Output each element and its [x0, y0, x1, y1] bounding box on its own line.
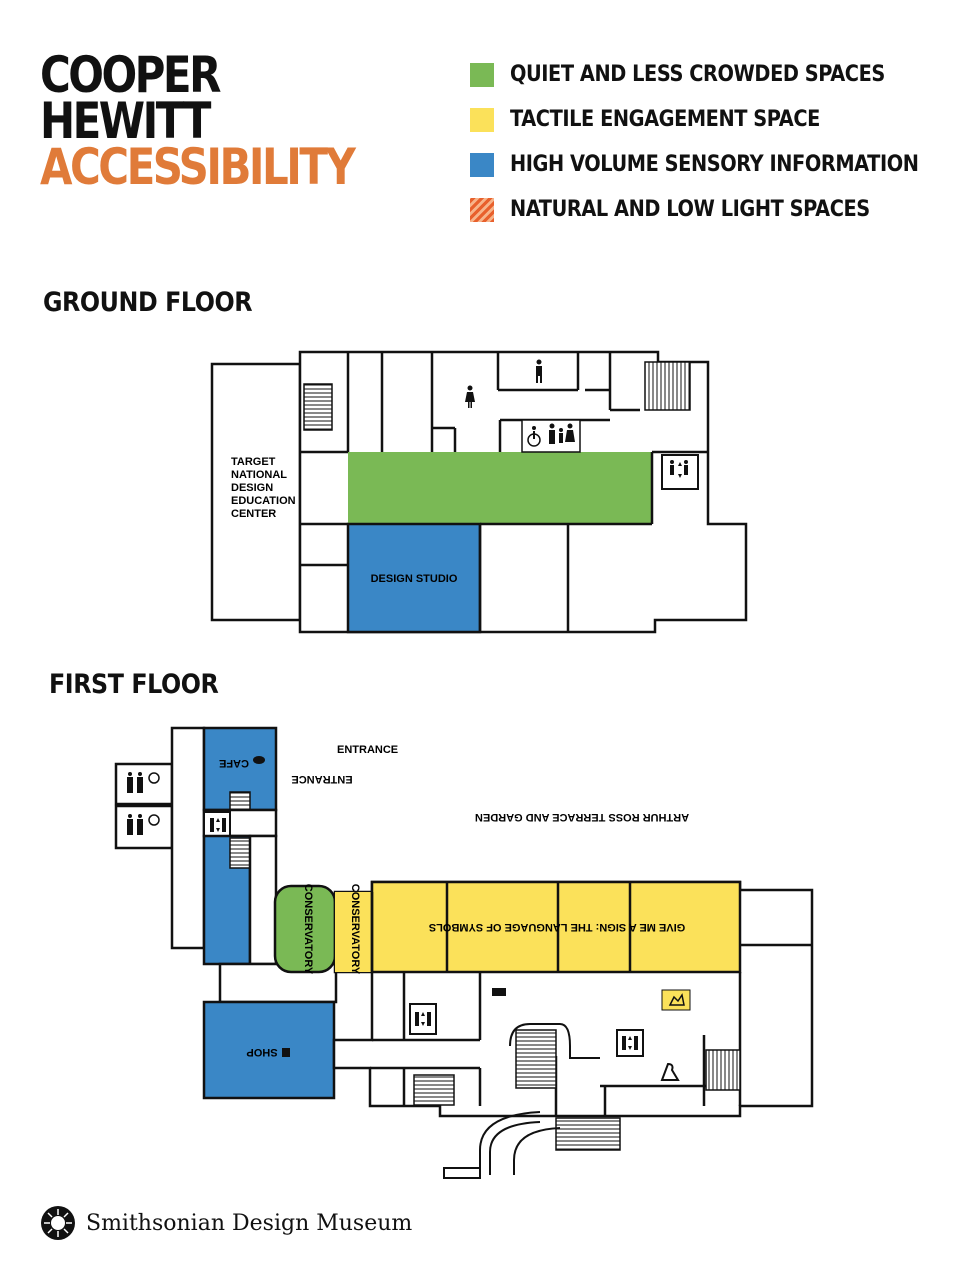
entrance-rotated-label: ENTRANCE: [291, 773, 353, 785]
restroom-block: [116, 806, 172, 848]
stairs: [706, 1050, 740, 1090]
exhibition-label: GIVE ME A SIGN: THE LANGUAGE OF SYMBOLS: [428, 921, 686, 933]
quiet-zone-ground: [348, 452, 652, 524]
ticket-desk-icon: [492, 988, 506, 996]
footer: [40, 1205, 412, 1241]
smithsonian-sunburst-icon: [40, 1205, 76, 1241]
title-line-2: HEWITT: [40, 92, 209, 150]
ground-floor-title: GROUND FLOOR: [43, 287, 253, 318]
elevator: [204, 812, 230, 836]
education-center-label-line: NATIONAL: [231, 469, 288, 481]
stairs: [230, 838, 250, 868]
elevator: [410, 1004, 436, 1034]
cafe-label: CAFE: [219, 757, 249, 769]
corridor: [172, 728, 204, 948]
conservatory-label: CONSERVATORY: [349, 883, 361, 975]
ground-floor-plan: [212, 352, 746, 632]
legend-label: TACTILE ENGAGEMENT SPACE: [510, 107, 820, 132]
shop-label: SHOP: [246, 1046, 278, 1058]
education-center-label-line: DESIGN: [231, 482, 274, 494]
corridor: [250, 836, 276, 964]
legend-label: HIGH VOLUME SENSORY INFORMATION: [510, 152, 919, 177]
first-floor-plan: [116, 728, 812, 1178]
education-center-label-line: EDUCATION: [231, 495, 296, 507]
stairs: [304, 384, 332, 430]
education-center-label-line: CENTER: [231, 508, 277, 520]
stairs: [645, 362, 690, 410]
legend-label: NATURAL AND LOW LIGHT SPACES: [510, 197, 870, 222]
shopping-bag-icon: [282, 1048, 290, 1057]
stairs: [516, 1030, 556, 1088]
education-center-label-line: TARGET: [231, 456, 276, 468]
elevator: [617, 1030, 643, 1056]
restroom-block: [116, 764, 172, 804]
entrance-label: ENTRANCE: [337, 744, 399, 756]
coffee-icon: [253, 756, 265, 764]
museum-name: Smithsonian Design Museum: [86, 1210, 413, 1236]
conservatory-label: CONSERVATORY: [302, 883, 314, 975]
legend-label: QUIET AND LESS CROWDED SPACES: [510, 62, 885, 87]
stairs: [230, 792, 250, 810]
stairs: [414, 1075, 454, 1105]
title-line-1: COOPER: [40, 46, 219, 104]
design-studio-label: DESIGN STUDIO: [370, 573, 458, 585]
stairs: [556, 1118, 620, 1150]
elevator: [662, 455, 698, 489]
title-line-3: ACCESSIBILITY: [40, 138, 354, 196]
first-floor-title: FIRST FLOOR: [49, 669, 219, 700]
terrace-label: ARTHUR ROSS TERRACE AND GARDEN: [474, 811, 690, 823]
